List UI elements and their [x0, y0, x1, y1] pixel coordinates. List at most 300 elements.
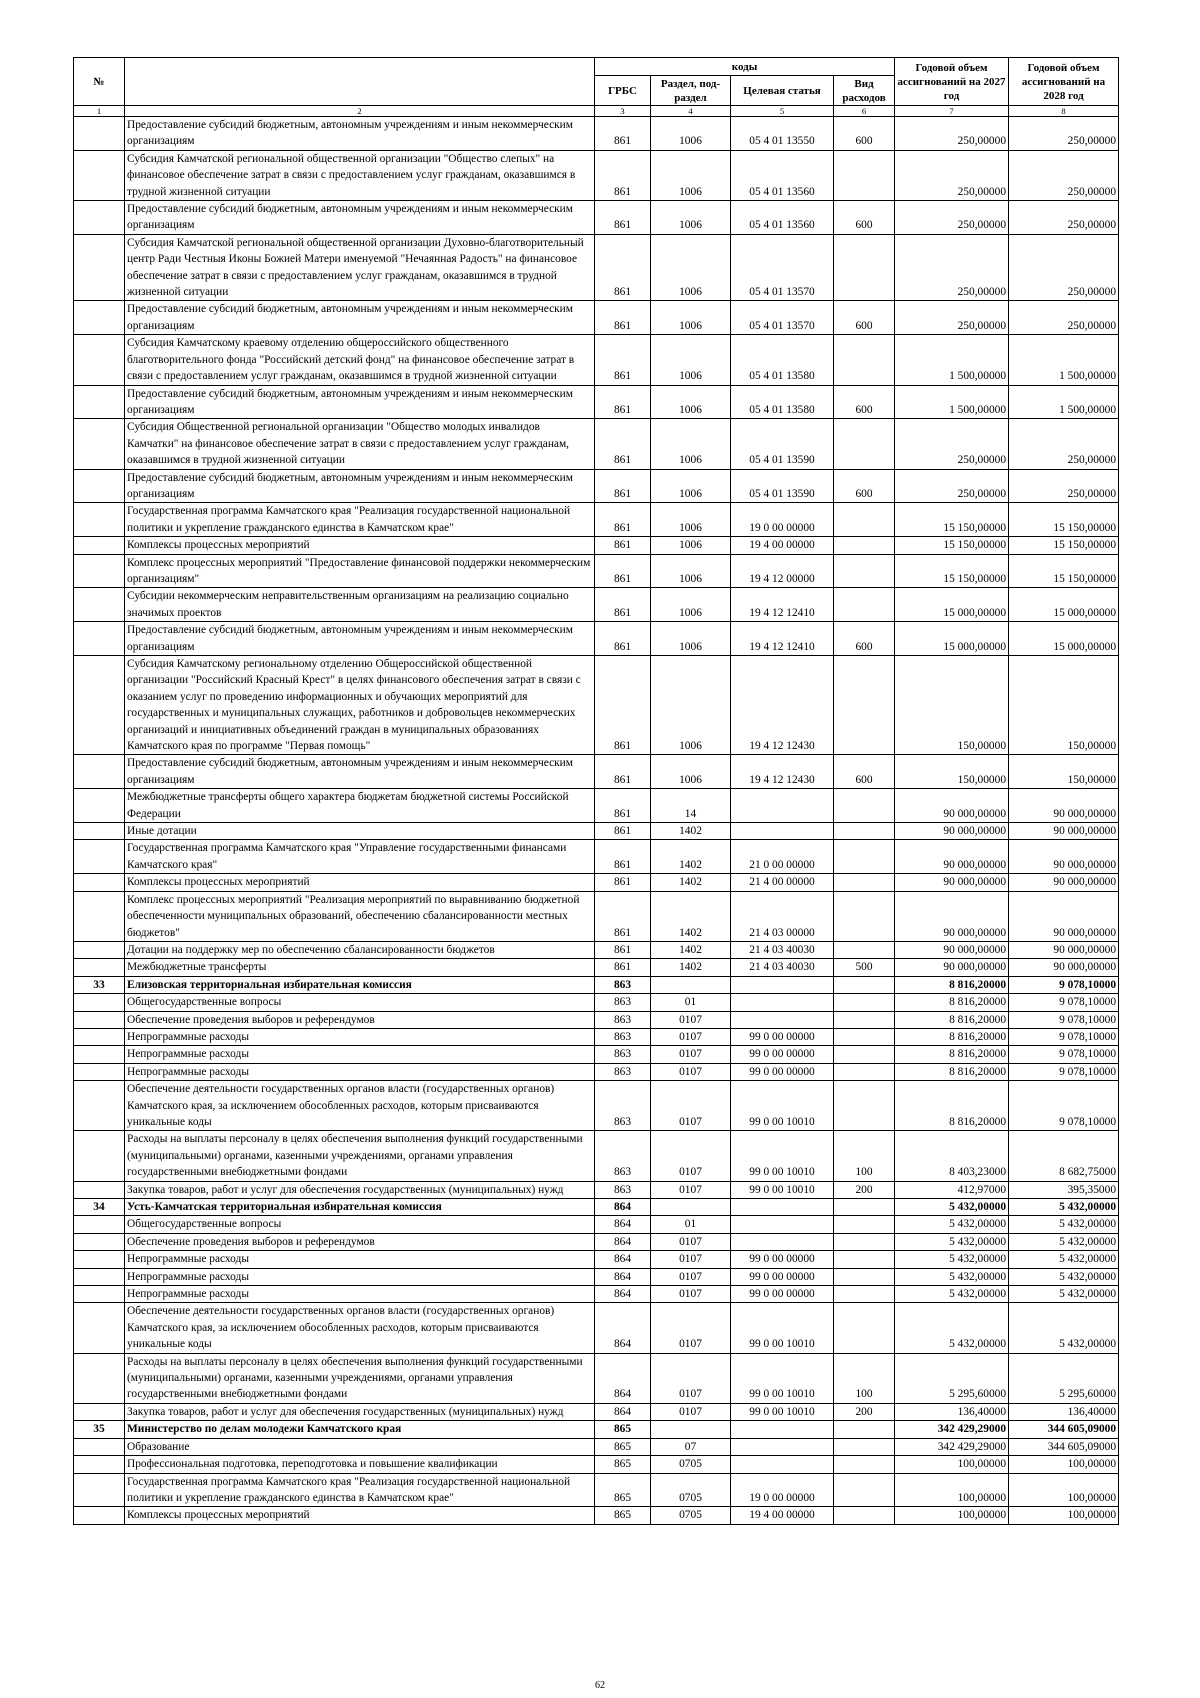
row-number: [74, 1286, 125, 1303]
row-target-article: 19 4 12 12430: [731, 755, 834, 789]
row-target-article: [731, 823, 834, 840]
row-number: [74, 588, 125, 622]
row-name: Межбюджетные трансферты общего характера бюджетам бюджетной системы Российской Федерации: [125, 789, 595, 823]
row-grbs: 861: [595, 554, 651, 588]
row-number: [74, 1403, 125, 1420]
row-target-article: 99 0 00 00000: [731, 1063, 834, 1080]
row-target-article: 05 4 01 13590: [731, 469, 834, 503]
row-amount-2028: 8 682,75000: [1009, 1131, 1119, 1181]
row-grbs: 864: [595, 1303, 651, 1353]
row-number: 33: [74, 976, 125, 993]
row-grbs: 861: [595, 823, 651, 840]
row-expense-type: [834, 554, 895, 588]
row-amount-2027: 8 816,20000: [895, 1028, 1009, 1045]
row-number: [74, 150, 125, 200]
row-number: [74, 874, 125, 891]
row-section: 0107: [651, 1046, 731, 1063]
row-expense-type: [834, 1199, 895, 1216]
row-amount-2027: 8 816,20000: [895, 1046, 1009, 1063]
row-number: [74, 301, 125, 335]
row-amount-2028: 250,00000: [1009, 117, 1119, 151]
row-name: Субсидия Камчатскому краевому отделению общероссийского общественного благотворительного фонда "Российский детский фонд" на финансовое обеспечение затрат в связи с предоставлением услуг гражданам, оказавшимся в трудной жизненной ситуации: [125, 335, 595, 385]
row-number: [74, 503, 125, 537]
row-expense-type: [834, 1268, 895, 1285]
row-amount-2027: 250,00000: [895, 301, 1009, 335]
row-number: [74, 891, 125, 941]
row-expense-type: 100: [834, 1131, 895, 1181]
row-section: 01: [651, 994, 731, 1011]
row-grbs: 865: [595, 1507, 651, 1524]
row-name: Комплексы процессных мероприятий: [125, 874, 595, 891]
row-grbs: 861: [595, 537, 651, 554]
row-number: 34: [74, 1199, 125, 1216]
table-row: [74, 201, 1119, 235]
row-name: Расходы на выплаты персоналу в целях обеспечения выполнения функций государственными (муниципальными) органами, казенными учреждениями, органами управления государственными внебюджетными фондами: [125, 1353, 595, 1403]
row-section: 0705: [651, 1456, 731, 1473]
row-amount-2027: 8 816,20000: [895, 1081, 1009, 1131]
row-expense-type: [834, 1063, 895, 1080]
row-expense-type: [834, 150, 895, 200]
colnum: 7: [895, 106, 1009, 117]
table-row: [74, 959, 1119, 976]
row-number: [74, 1011, 125, 1028]
row-amount-2028: 250,00000: [1009, 419, 1119, 469]
row-name: Иные дотации: [125, 823, 595, 840]
row-section: 1006: [651, 554, 731, 588]
row-amount-2027: 15 000,00000: [895, 588, 1009, 622]
row-target-article: 19 4 12 00000: [731, 554, 834, 588]
row-section: 1006: [651, 656, 731, 755]
row-target-article: 99 0 00 00000: [731, 1028, 834, 1045]
row-amount-2028: 15 150,00000: [1009, 554, 1119, 588]
row-grbs: 861: [595, 755, 651, 789]
row-name: Закупка товаров, работ и услуг для обеспечения государственных (муниципальных) нужд: [125, 1403, 595, 1420]
row-amount-2027: 136,40000: [895, 1403, 1009, 1420]
row-amount-2027: 15 150,00000: [895, 537, 1009, 554]
row-expense-type: [834, 941, 895, 958]
row-amount-2027: 250,00000: [895, 234, 1009, 301]
row-section: 1006: [651, 588, 731, 622]
row-amount-2028: 100,00000: [1009, 1507, 1119, 1524]
row-amount-2027: 15 000,00000: [895, 622, 1009, 656]
table-row: [74, 656, 1119, 755]
row-number: [74, 1456, 125, 1473]
row-section: 0705: [651, 1507, 731, 1524]
row-section: 1006: [651, 537, 731, 554]
row-name: Общегосударственные вопросы: [125, 1216, 595, 1233]
row-name: Министерство по делам молодежи Камчатского края: [125, 1421, 595, 1438]
row-grbs: 864: [595, 1353, 651, 1403]
row-grbs: 863: [595, 1131, 651, 1181]
row-section: [651, 1199, 731, 1216]
row-target-article: 19 4 12 12430: [731, 656, 834, 755]
row-number: [74, 469, 125, 503]
row-expense-type: [834, 994, 895, 1011]
colnum: 2: [125, 106, 595, 117]
row-amount-2028: 90 000,00000: [1009, 874, 1119, 891]
row-amount-2027: 5 432,00000: [895, 1268, 1009, 1285]
row-grbs: 865: [595, 1438, 651, 1455]
row-number: [74, 1081, 125, 1131]
row-target-article: 99 0 00 10010: [731, 1303, 834, 1353]
row-name: Профессиональная подготовка, переподготовка и повышение квалификации: [125, 1456, 595, 1473]
row-name: Непрограммные расходы: [125, 1268, 595, 1285]
row-amount-2028: 100,00000: [1009, 1456, 1119, 1473]
row-name: Комплекс процессных мероприятий "Предоставление финансовой поддержки некоммерческим организациям": [125, 554, 595, 588]
row-expense-type: 100: [834, 1353, 895, 1403]
row-target-article: 05 4 01 13580: [731, 385, 834, 419]
row-number: 35: [74, 1421, 125, 1438]
table-row: [74, 1131, 1119, 1181]
row-amount-2028: 250,00000: [1009, 469, 1119, 503]
row-section: 0107: [651, 1028, 731, 1045]
row-grbs: 864: [595, 1268, 651, 1285]
table-row: [74, 1063, 1119, 1080]
row-section: 1006: [651, 385, 731, 419]
table-row-total: [74, 1199, 1119, 1216]
header-type: Вид расходов: [834, 76, 895, 106]
row-target-article: 21 4 03 40030: [731, 941, 834, 958]
table-row: [74, 1251, 1119, 1268]
colnum: 5: [731, 106, 834, 117]
row-amount-2028: 136,40000: [1009, 1403, 1119, 1420]
row-grbs: 861: [595, 385, 651, 419]
row-amount-2027: 342 429,29000: [895, 1438, 1009, 1455]
row-grbs: 863: [595, 1028, 651, 1045]
header-number: №: [74, 58, 125, 106]
table-row: [74, 789, 1119, 823]
row-number: [74, 1303, 125, 1353]
row-number: [74, 201, 125, 235]
row-number: [74, 419, 125, 469]
row-grbs: 864: [595, 1251, 651, 1268]
row-amount-2028: 150,00000: [1009, 755, 1119, 789]
row-section: 1006: [651, 150, 731, 200]
row-section: 1006: [651, 335, 731, 385]
row-grbs: 863: [595, 1011, 651, 1028]
row-grbs: 861: [595, 874, 651, 891]
row-grbs: 864: [595, 1403, 651, 1420]
header-codes: коды: [595, 58, 895, 76]
row-grbs: 861: [595, 335, 651, 385]
row-expense-type: 600: [834, 117, 895, 151]
row-amount-2028: 250,00000: [1009, 301, 1119, 335]
column-numbers-row: [74, 106, 1119, 117]
row-number: [74, 656, 125, 755]
row-amount-2028: 395,35000: [1009, 1181, 1119, 1198]
row-target-article: 19 4 12 12410: [731, 622, 834, 656]
row-number: [74, 1438, 125, 1455]
row-section: 1402: [651, 891, 731, 941]
row-amount-2027: 5 432,00000: [895, 1251, 1009, 1268]
table-row: [74, 941, 1119, 958]
row-amount-2028: 90 000,00000: [1009, 941, 1119, 958]
row-expense-type: [834, 891, 895, 941]
row-grbs: 861: [595, 503, 651, 537]
row-name: Комплексы процессных мероприятий: [125, 1507, 595, 1524]
row-section: 1006: [651, 201, 731, 235]
row-name: Государственная программа Камчатского края "Реализация государственной национальной политики и укрепление гражданского единства в Камчатском крае": [125, 1473, 595, 1507]
row-target-article: 99 0 00 00000: [731, 1268, 834, 1285]
table-row: [74, 469, 1119, 503]
table-row: [74, 1353, 1119, 1403]
row-name: Субсидия Общественной региональной организации "Общество молодых инвалидов Камчатки" на финансовое обеспечение затрат в связи с предоставлением услуг гражданам, оказавшимся в трудной жизненной ситуации: [125, 419, 595, 469]
row-section: 1006: [651, 419, 731, 469]
row-amount-2028: 9 078,10000: [1009, 1011, 1119, 1028]
header-target: Целевая статья: [731, 76, 834, 106]
header-2027: Годовой объем ассигнований на 2027 год: [895, 58, 1009, 106]
row-section: 0705: [651, 1473, 731, 1507]
row-section: 0107: [651, 1303, 731, 1353]
row-number: [74, 1353, 125, 1403]
table-row-total: [74, 976, 1119, 993]
row-amount-2027: 8 816,20000: [895, 1011, 1009, 1028]
colnum: 3: [595, 106, 651, 117]
row-name: Предоставление субсидий бюджетным, автономным учреждениям и иным некоммерческим организациям: [125, 301, 595, 335]
row-amount-2027: 250,00000: [895, 150, 1009, 200]
row-target-article: [731, 1216, 834, 1233]
row-name: Обеспечение деятельности государственных органов власти (государственных органов) Камчатского края, за исключением обособленных расходов, которым присваиваются уникальные коды: [125, 1081, 595, 1131]
row-amount-2027: 5 432,00000: [895, 1286, 1009, 1303]
row-grbs: 861: [595, 622, 651, 656]
row-amount-2028: 9 078,10000: [1009, 994, 1119, 1011]
row-amount-2027: 100,00000: [895, 1473, 1009, 1507]
row-number: [74, 335, 125, 385]
row-section: 0107: [651, 1063, 731, 1080]
row-number: [74, 622, 125, 656]
row-target-article: 19 4 00 00000: [731, 1507, 834, 1524]
row-target-article: [731, 994, 834, 1011]
row-grbs: 861: [595, 150, 651, 200]
row-expense-type: [834, 789, 895, 823]
row-amount-2028: 5 432,00000: [1009, 1286, 1119, 1303]
row-grbs: 864: [595, 1216, 651, 1233]
table-row: [74, 1181, 1119, 1198]
header-2028: Годовой объем ассигнований на 2028 год: [1009, 58, 1119, 106]
row-amount-2027: 15 150,00000: [895, 503, 1009, 537]
row-section: [651, 976, 731, 993]
row-name: Непрограммные расходы: [125, 1046, 595, 1063]
row-name: Непрограммные расходы: [125, 1063, 595, 1080]
row-grbs: 861: [595, 959, 651, 976]
row-number: [74, 941, 125, 958]
row-amount-2028: 100,00000: [1009, 1473, 1119, 1507]
row-name: Закупка товаров, работ и услуг для обеспечения государственных (муниципальных) нужд: [125, 1181, 595, 1198]
row-name: Комплекс процессных мероприятий "Реализация мероприятий по выравниванию бюджетной обеспеченности муниципальных образований, обеспечению сбалансированности местных бюджетов": [125, 891, 595, 941]
row-expense-type: [834, 588, 895, 622]
row-amount-2028: 5 432,00000: [1009, 1268, 1119, 1285]
table-row: [74, 1268, 1119, 1285]
table-body: [74, 117, 1119, 1525]
table-row: [74, 554, 1119, 588]
row-section: 0107: [651, 1403, 731, 1420]
table-row: [74, 994, 1119, 1011]
table-row: [74, 622, 1119, 656]
table-row: [74, 1507, 1119, 1524]
row-target-article: 21 0 00 00000: [731, 840, 834, 874]
row-grbs: 863: [595, 1046, 651, 1063]
row-number: [74, 1251, 125, 1268]
row-expense-type: [834, 656, 895, 755]
row-target-article: [731, 1233, 834, 1250]
row-target-article: 21 4 00 00000: [731, 874, 834, 891]
table-row: [74, 335, 1119, 385]
row-expense-type: [834, 874, 895, 891]
row-amount-2028: 250,00000: [1009, 150, 1119, 200]
row-expense-type: [834, 1251, 895, 1268]
row-expense-type: [834, 234, 895, 301]
budget-table: [73, 57, 1119, 1525]
row-target-article: 19 0 00 00000: [731, 503, 834, 537]
row-amount-2027: 150,00000: [895, 656, 1009, 755]
row-target-article: 05 4 01 13560: [731, 150, 834, 200]
row-grbs: 863: [595, 994, 651, 1011]
row-section: 1006: [651, 755, 731, 789]
row-target-article: 99 0 00 10010: [731, 1353, 834, 1403]
row-amount-2027: 90 000,00000: [895, 874, 1009, 891]
row-amount-2028: 344 605,09000: [1009, 1421, 1119, 1438]
row-name: Предоставление субсидий бюджетным, автономным учреждениям и иным некоммерческим организациям: [125, 385, 595, 419]
row-section: 1402: [651, 874, 731, 891]
row-section: 0107: [651, 1286, 731, 1303]
row-number: [74, 1028, 125, 1045]
row-amount-2028: 5 432,00000: [1009, 1303, 1119, 1353]
row-target-article: [731, 976, 834, 993]
table-row: [74, 385, 1119, 419]
row-section: 0107: [651, 1181, 731, 1198]
row-expense-type: [834, 1081, 895, 1131]
colnum: 1: [74, 106, 125, 117]
row-number: [74, 1268, 125, 1285]
table-row: [74, 1303, 1119, 1353]
page-number: 62: [595, 1680, 605, 1691]
row-number: [74, 840, 125, 874]
row-amount-2028: 5 432,00000: [1009, 1251, 1119, 1268]
row-target-article: 19 0 00 00000: [731, 1473, 834, 1507]
row-amount-2028: 250,00000: [1009, 234, 1119, 301]
row-section: 07: [651, 1438, 731, 1455]
row-amount-2027: 5 432,00000: [895, 1199, 1009, 1216]
row-name: Обеспечение деятельности государственных органов власти (государственных органов) Камчатского края, за исключением обособленных расходов, которым присваиваются уникальные коды: [125, 1303, 595, 1353]
table-row: [74, 1081, 1119, 1131]
row-expense-type: [834, 1046, 895, 1063]
row-section: [651, 1421, 731, 1438]
row-name: Елизовская территориальная избирательная комиссия: [125, 976, 595, 993]
row-section: 1006: [651, 117, 731, 151]
table-row: [74, 588, 1119, 622]
row-amount-2027: 1 500,00000: [895, 335, 1009, 385]
row-target-article: 05 4 01 13580: [731, 335, 834, 385]
colnum: 8: [1009, 106, 1119, 117]
row-amount-2027: 5 432,00000: [895, 1303, 1009, 1353]
row-number: [74, 234, 125, 301]
row-number: [74, 1216, 125, 1233]
row-target-article: 19 4 00 00000: [731, 537, 834, 554]
row-grbs: 863: [595, 1063, 651, 1080]
row-target-article: 99 0 00 10010: [731, 1181, 834, 1198]
row-amount-2027: 5 432,00000: [895, 1233, 1009, 1250]
row-number: [74, 385, 125, 419]
row-target-article: 21 4 03 40030: [731, 959, 834, 976]
row-name: Дотации на поддержку мер по обеспечению сбалансированности бюджетов: [125, 941, 595, 958]
row-amount-2027: 342 429,29000: [895, 1421, 1009, 1438]
row-amount-2027: 90 000,00000: [895, 840, 1009, 874]
row-expense-type: 600: [834, 385, 895, 419]
row-name: Предоставление субсидий бюджетным, автономным учреждениям и иным некоммерческим организациям: [125, 117, 595, 151]
row-number: [74, 994, 125, 1011]
colnum: 6: [834, 106, 895, 117]
table-header: [74, 58, 1119, 117]
row-expense-type: [834, 1421, 895, 1438]
row-expense-type: [834, 1473, 895, 1507]
row-amount-2028: 90 000,00000: [1009, 823, 1119, 840]
table-row: [74, 301, 1119, 335]
row-number: [74, 1507, 125, 1524]
row-number: [74, 1046, 125, 1063]
row-expense-type: 600: [834, 622, 895, 656]
row-target-article: 99 0 00 10010: [731, 1403, 834, 1420]
row-section: 0107: [651, 1131, 731, 1181]
row-grbs: 861: [595, 656, 651, 755]
table-row: [74, 755, 1119, 789]
row-amount-2027: 8 816,20000: [895, 1063, 1009, 1080]
table-row: [74, 537, 1119, 554]
row-grbs: 861: [595, 840, 651, 874]
row-section: 0107: [651, 1233, 731, 1250]
row-section: 0107: [651, 1268, 731, 1285]
row-grbs: 863: [595, 1181, 651, 1198]
row-name: Субсидия Камчатскому региональному отделению Общероссийской общественной организации "Российский Красный Крест" в целях финансового обеспечения затрат в связи с оказанием услуг по проведению информационных и обучающих мероприятий для государственных и муниципальных служащих, работников и добровольцев некоммерческих организаций и инициативных объединений граждан в муниципальных образованиях Камчатского края по программе "Первая помощь": [125, 656, 595, 755]
row-amount-2027: 250,00000: [895, 117, 1009, 151]
row-target-article: [731, 1199, 834, 1216]
row-grbs: 861: [595, 941, 651, 958]
row-amount-2027: 8 816,20000: [895, 976, 1009, 993]
row-name: Обеспечение проведения выборов и референдумов: [125, 1233, 595, 1250]
row-target-article: 99 0 00 00000: [731, 1286, 834, 1303]
row-amount-2027: 1 500,00000: [895, 385, 1009, 419]
row-target-article: 21 4 03 00000: [731, 891, 834, 941]
table-row: [74, 1046, 1119, 1063]
row-amount-2027: 250,00000: [895, 419, 1009, 469]
row-target-article: [731, 1456, 834, 1473]
table-row: [74, 150, 1119, 200]
row-grbs: 864: [595, 1286, 651, 1303]
row-amount-2028: 9 078,10000: [1009, 1046, 1119, 1063]
row-amount-2027: 90 000,00000: [895, 959, 1009, 976]
row-grbs: 861: [595, 469, 651, 503]
row-name: Общегосударственные вопросы: [125, 994, 595, 1011]
row-section: 1402: [651, 840, 731, 874]
row-target-article: 19 4 12 12410: [731, 588, 834, 622]
row-grbs: 863: [595, 1081, 651, 1131]
row-amount-2028: 90 000,00000: [1009, 891, 1119, 941]
row-name: Непрограммные расходы: [125, 1286, 595, 1303]
row-expense-type: [834, 976, 895, 993]
row-expense-type: [834, 335, 895, 385]
row-expense-type: 600: [834, 201, 895, 235]
row-target-article: 05 4 01 13550: [731, 117, 834, 151]
row-amount-2028: 5 432,00000: [1009, 1233, 1119, 1250]
table-row: [74, 1011, 1119, 1028]
row-target-article: 05 4 01 13560: [731, 201, 834, 235]
row-name: Субсидии некоммерческим неправительственным организациям на реализацию социально значимых проектов: [125, 588, 595, 622]
row-target-article: 99 0 00 00000: [731, 1046, 834, 1063]
row-target-article: 05 4 01 13570: [731, 301, 834, 335]
row-number: [74, 755, 125, 789]
row-grbs: 861: [595, 891, 651, 941]
row-amount-2028: 344 605,09000: [1009, 1438, 1119, 1455]
row-amount-2028: 15 150,00000: [1009, 503, 1119, 537]
